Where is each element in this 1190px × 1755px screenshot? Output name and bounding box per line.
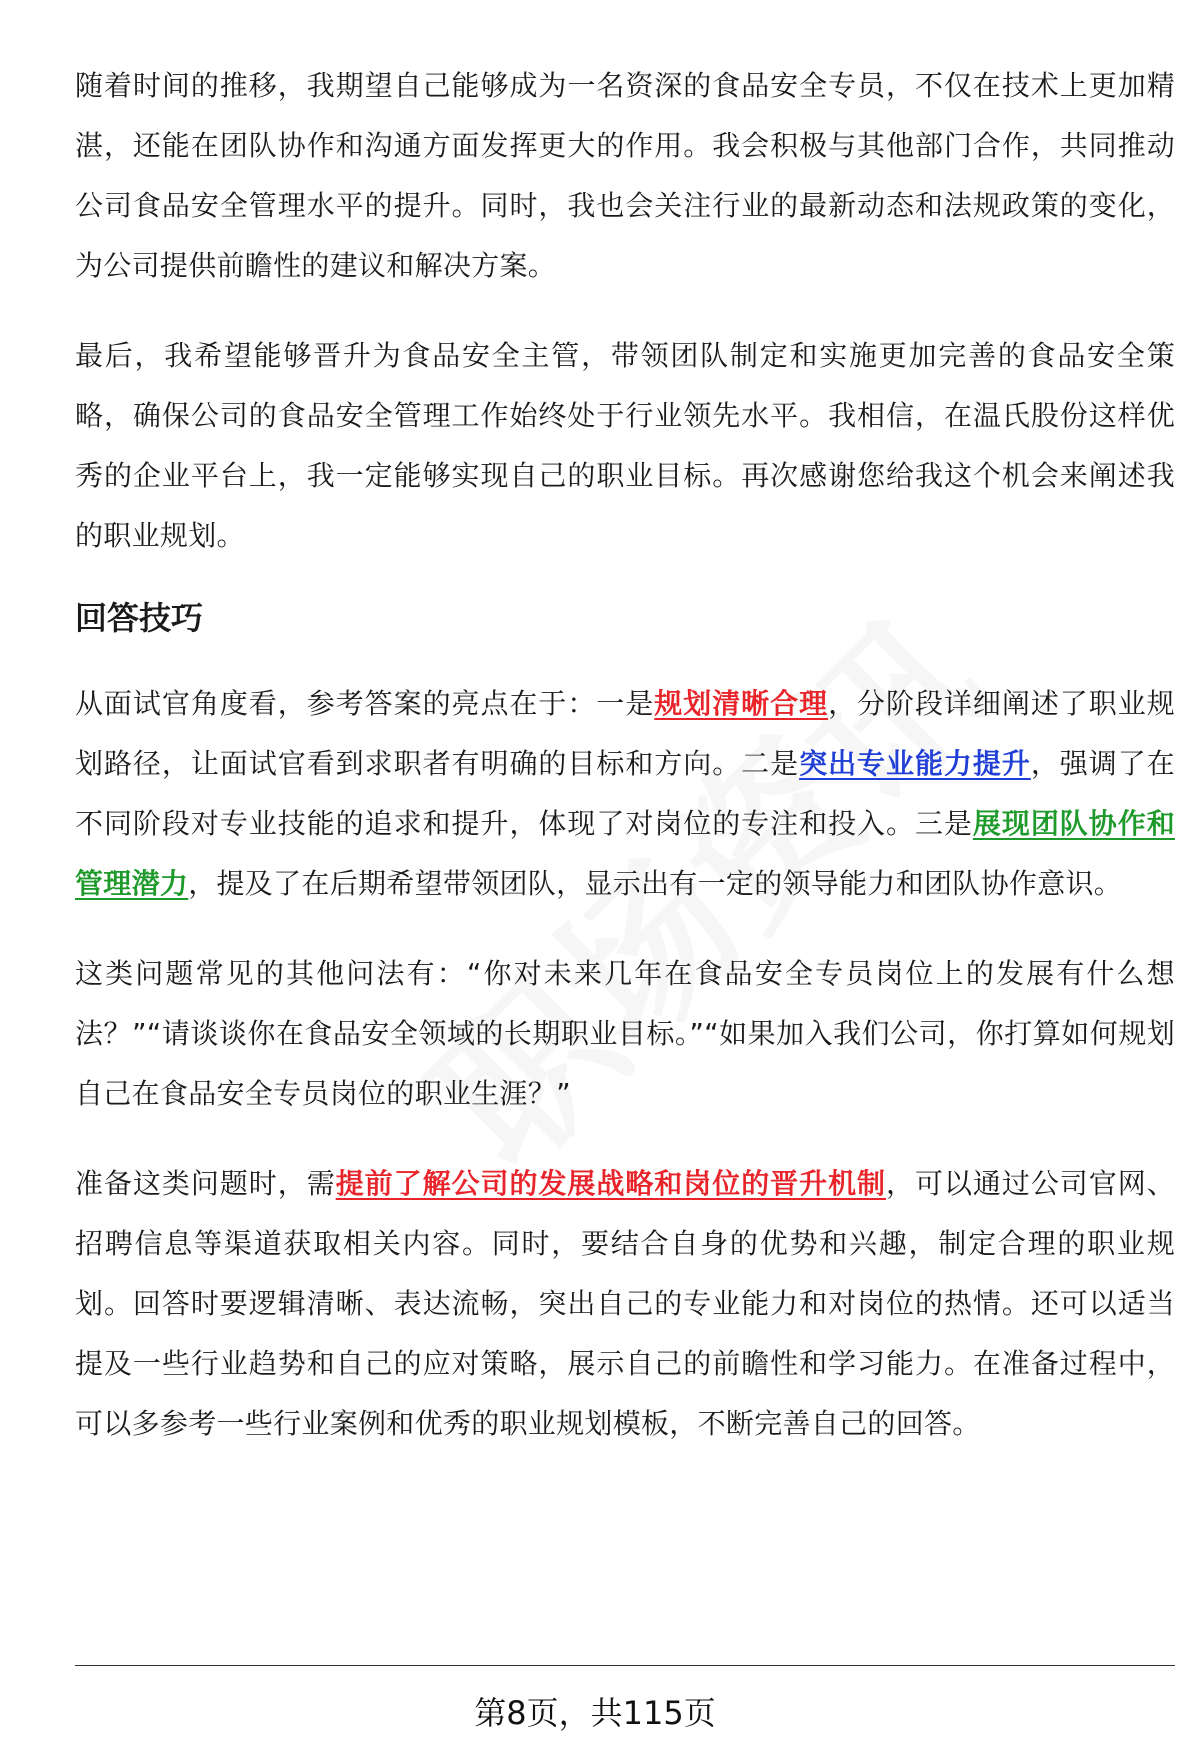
text-segment: 准备这类问题时，需 — [75, 1167, 336, 1200]
paragraph-tips-highlights — [75, 674, 1175, 914]
highlight-planning-clear: 规划清晰合理 — [654, 687, 829, 720]
text-segment: ，可以通过公司官网、招聘信息等渠道获取相关内容。同时，要结合自身的优势和兴趣，制定合理的职业规划。回答时要逻辑清晰、表达流畅，突出自己的专业能力和对岗位的热情。还可以适当提及一些行业趋势和自己的应对策略，展示自己的前瞻性和学习能力。在准备过程中，可以多参考一些行业案例和优秀的职业规划模板，不断完善自己的回答。 — [75, 1167, 1175, 1440]
paragraph-career-final: 最后，我希望能够晋升为食品安全主管，带领团队制定和实施更加完善的食品安全策略，确保公司的食品安全管理工作始终处于行业领先水平。我相信，在温氏股份这样优秀的企业平台上，我一定能够实现自己的职业目标。再次感谢您给我这个机会来阐述我的职业规划。 — [75, 339, 1175, 552]
highlight-professional-ability: 突出专业能力提升 — [799, 747, 1031, 780]
page-content — [75, 56, 1175, 1484]
text-segment: ，分阶段详细阐述了职业规划路径，让面试官看到求职者有明确的目标和方向。二是 — [75, 687, 1175, 780]
paragraph-career-mid: 随着时间的推移，我期望自己能够成为一名资深的食品安全专员，不仅在技术上更加精湛，还能在团队协作和沟通方面发挥更大的作用。我会积极与其他部门合作，共同推动公司食品安全管理水平的提升。同时，我也会关注行业的最新动态和法规政策的变化，为公司提供前瞻性的建议和解决方案。 — [75, 69, 1175, 282]
text-segment: 从面试官角度看，参考答案的亮点在于：一是 — [75, 687, 655, 720]
highlight-teamwork-management: 展现团队协作和管理潜力 — [75, 807, 1175, 900]
paragraph-preparation — [75, 1154, 1175, 1454]
section-heading-tips: 回答技巧 — [75, 599, 204, 637]
highlight-company-strategy: 提前了解公司的发展战略和岗位的晋升机制 — [335, 1167, 887, 1200]
text-segment: ，提及了在后期希望带领团队，显示出有一定的领导能力和团队协作意识。 — [188, 867, 1123, 900]
page-number: 第8页，共115页 — [474, 1694, 716, 1732]
footer-divider — [75, 1665, 1175, 1666]
paragraph-alt-questions: 这类问题常见的其他问法有：“你对未来几年在食品安全专员岗位上的发展有什么想法？”“请谈谈你在食品安全领域的长期职业目标。”“如果加入我们公司，你打算如何规划自己在食品安全专员岗位的职业生涯？” — [75, 957, 1175, 1110]
text-segment: ，强调了在不同阶段对专业技能的追求和提升，体现了对岗位的专注和投入。三是 — [75, 747, 1175, 840]
